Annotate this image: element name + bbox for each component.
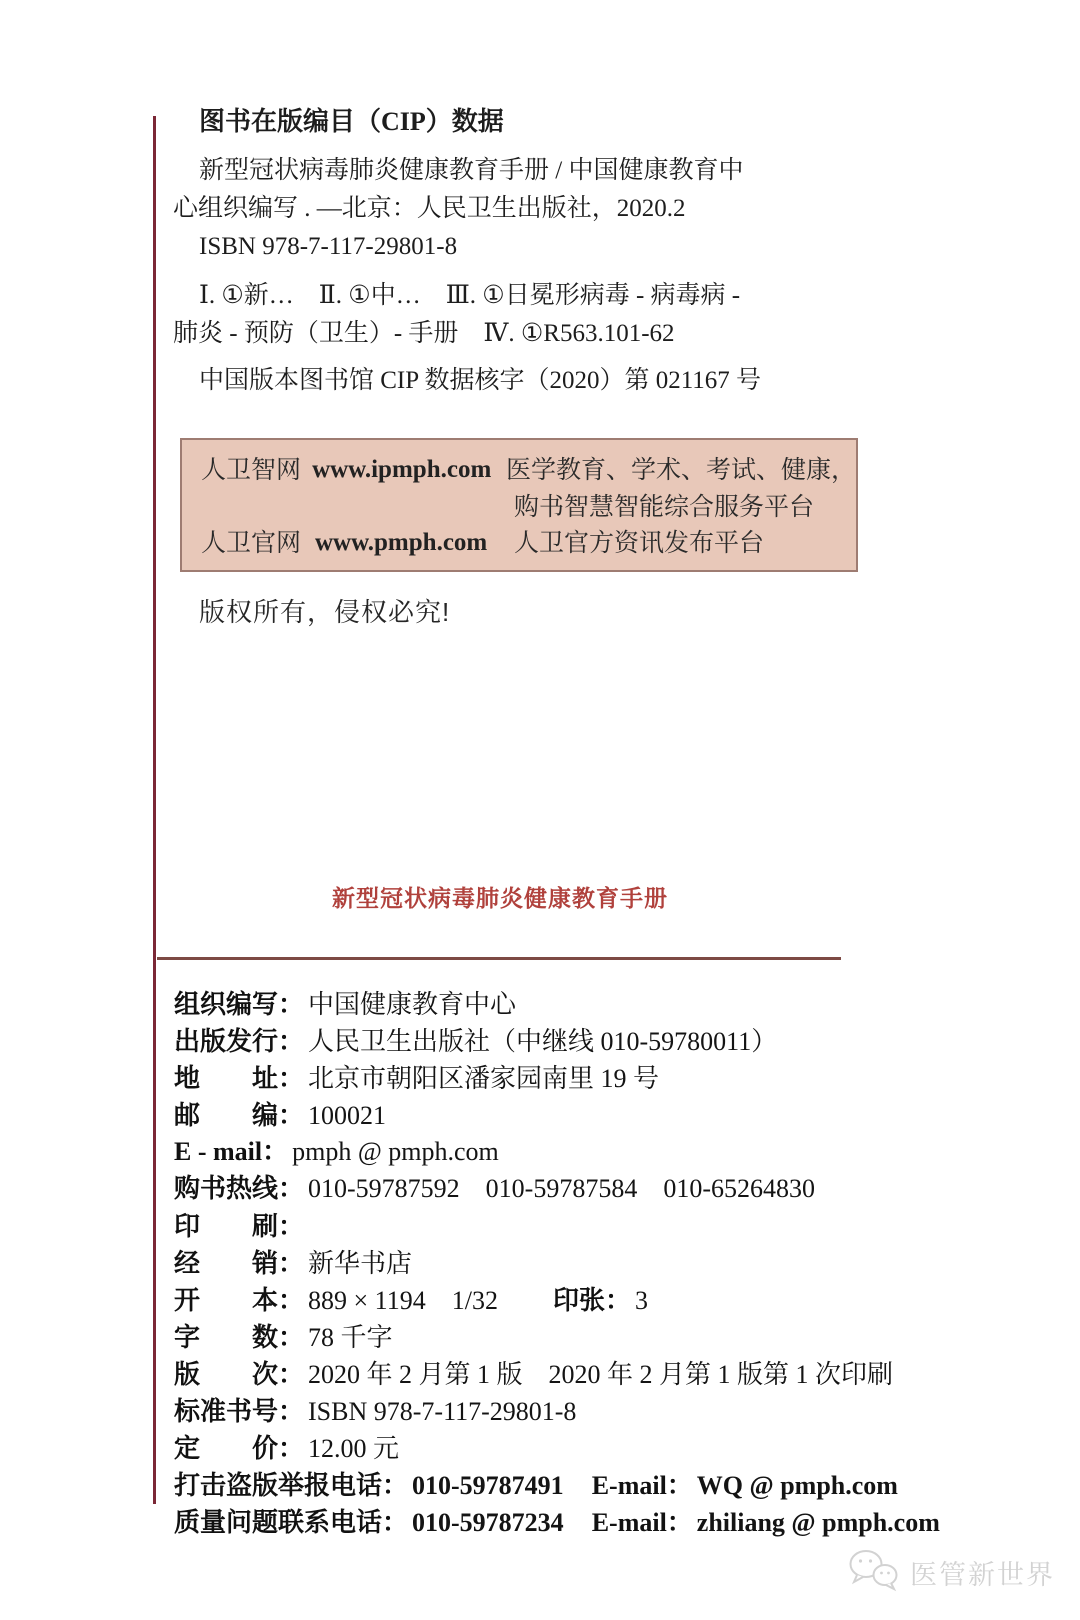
promo-row (201, 489, 856, 526)
info-row-address (174, 1060, 940, 1097)
info-row-wordcount (174, 1319, 940, 1356)
site-description: 医学教育、学术、考试、健康， (505, 456, 856, 484)
site-name: 人卫官网 (201, 529, 302, 557)
info-row-isbn (174, 1393, 940, 1430)
info-label: 印 刷： (174, 1210, 305, 1241)
hotline-label: 质量问题联系电话： (174, 1507, 409, 1538)
info-label-sheets: 印张： (552, 1284, 631, 1315)
info-value: ISBN 978-7-117-29801-8 (308, 1397, 577, 1427)
info-row-organizer (174, 986, 940, 1023)
info-row-printer (174, 1208, 940, 1245)
hotline-email-label: E-mail： (591, 1471, 693, 1501)
info-row-format (174, 1282, 940, 1319)
info-value: 12.00 元 (308, 1434, 400, 1464)
info-value: 78 千字 (308, 1322, 393, 1352)
info-label: 开 本： (174, 1284, 305, 1315)
info-row-edition (174, 1356, 940, 1393)
info-label: 邮 编： (174, 1100, 305, 1131)
publication-info-list (174, 986, 940, 1541)
info-label: 版 次： (174, 1358, 305, 1389)
hotline-phone: 010-59787491 (412, 1471, 564, 1501)
info-label: 组织编写： (174, 989, 305, 1019)
cip-heading: 图书在版编目（CIP）数据 (199, 107, 504, 136)
info-value: 100021 (308, 1101, 387, 1131)
info-label: 标准书号： (174, 1396, 305, 1427)
wechat-icon (846, 1548, 902, 1597)
info-row-publisher (174, 1023, 940, 1060)
copyright-notice: 版权所有，侵权必究! (199, 597, 451, 627)
publisher-websites-box (180, 438, 858, 572)
info-label: 出版发行： (174, 1026, 305, 1057)
left-accent-line (153, 116, 156, 1504)
info-label: 定 价： (174, 1433, 305, 1464)
cip-classification (173, 277, 740, 353)
info-value: 新华书店 (308, 1248, 413, 1278)
site-url: www.pmph.com (315, 529, 488, 556)
info-value-sheets: 3 (634, 1285, 648, 1315)
info-row-distributor (174, 1245, 940, 1282)
info-value: 010-59787592 010-59787584 010-65264830 (308, 1174, 815, 1204)
piracy-report-hotline (174, 1467, 940, 1504)
info-label: E - mail： (174, 1137, 289, 1167)
info-label: 字 数： (174, 1321, 305, 1352)
site-name (201, 489, 315, 526)
site-url (315, 489, 514, 526)
hotline-label: 打击盗版举报电话： (174, 1470, 409, 1501)
info-label: 购书热线： (174, 1173, 305, 1204)
quality-contact-hotline (174, 1504, 940, 1541)
watermark (846, 1548, 1055, 1597)
hotline-email: zhiliang @ pmph.com (696, 1508, 940, 1538)
cip-isbn-line: ISBN 978-7-117-29801-8 (199, 233, 458, 260)
cip-class-line: 肺炎 - 预防（卫生）- 手册 Ⅳ. ①R563.101-62 (173, 320, 675, 347)
info-value: 2020 年 2 月第 1 版 2020 年 2 月第 1 版第 1 次印刷 (308, 1359, 894, 1389)
info-label: 地 址： (174, 1063, 305, 1094)
title-divider-rule (157, 957, 841, 960)
site-url: www.ipmph.com (312, 456, 492, 483)
info-label: 经 销： (174, 1247, 305, 1278)
book-title: 新型冠状病毒肺炎健康教育手册 (332, 885, 668, 911)
cip-line: 心组织编写 . —北京：人民卫生出版社，2020.2 (173, 195, 686, 222)
info-value: 人民卫生出版社（中继线 010-59780011） (308, 1027, 778, 1057)
info-value: 889 × 1194 1/32 (308, 1285, 498, 1315)
info-row-postcode (174, 1097, 940, 1134)
cip-registry-number: 中国版本图书馆 CIP 数据核字（2020）第 021167 号 (199, 367, 762, 394)
site-description: 购书智慧智能综合服务平台 (514, 492, 815, 521)
info-value: 北京市朝阳区潘家园南里 19 号 (308, 1064, 660, 1094)
hotline-phone: 010-59787234 (412, 1508, 564, 1538)
info-row-email (174, 1134, 940, 1170)
cip-description (173, 152, 743, 266)
site-description: 人卫官方资讯发布平台 (514, 529, 765, 557)
watermark-text: 医管新世界 (910, 1560, 1055, 1590)
hotline-email: WQ @ pmph.com (696, 1471, 898, 1501)
info-row-hotline (174, 1170, 940, 1207)
cip-line: 新型冠状病毒肺炎健康教育手册 / 中国健康教育中 (199, 157, 744, 184)
promo-row (201, 452, 856, 489)
cip-class-line: Ⅰ. ①新… Ⅱ. ①中… Ⅲ. ①日冕形病毒 - 病毒病 - (199, 282, 741, 309)
site-name: 人卫智网 (201, 456, 302, 484)
info-row-price (174, 1430, 940, 1467)
info-value: pmph @ pmph.com (292, 1137, 499, 1167)
hotline-email-label: E-mail： (591, 1508, 693, 1538)
promo-row (201, 525, 856, 562)
info-value: 中国健康教育中心 (308, 990, 517, 1019)
